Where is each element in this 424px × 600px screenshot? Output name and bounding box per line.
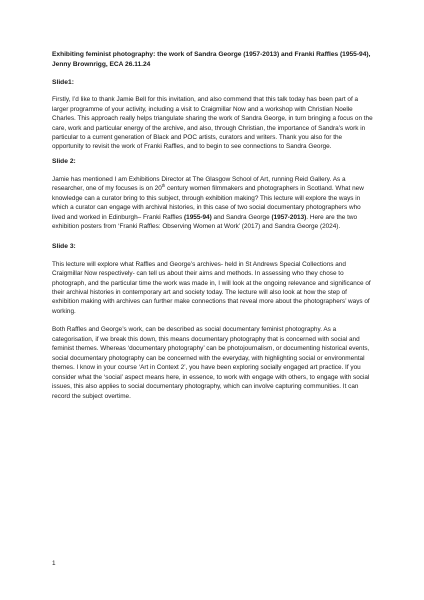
document-title: Exhibiting feminist photography: the work of Sandra George (1957-2013) and Franki Raffles (1955-94), Jenny Brownrigg, ECA 26.11.24 <box>52 51 371 68</box>
slide3-heading: Slide 3: <box>52 242 76 250</box>
slide2-bold-dates-raffles: (1955-94) <box>184 213 212 221</box>
slide1-paragraph: Firstly, I’d like to thank Jamie Bell for this invitation, and also commend that this talk today has been part of a larger programme of your activity, including a visit to Craigmillar Now and a workshop with Christian Noelle Charles. This approach really helps triangulate sharing the work of Sandra George, in turn bringing a focus on the care, work and particular energy of the archive, and also, through Christian, the importance of Sandra’s work in particular to a current generation of Black and POC artists, curators and writers. Thank you also for the opportunity to revisit the work of Franki Raffles, and to begin to see connections to Sandra George. <box>52 96 373 151</box>
slide2-paragraph <box>52 175 374 232</box>
page-content <box>52 50 374 401</box>
slide2-bold-dates-george: (1957-2013) <box>271 213 307 221</box>
slide2-heading: Slide 2: <box>52 157 76 165</box>
slide3-paragraph-1: This lecture will explore what Raffles and George’s archives- held in St Andrews Special Collections and Craigmillar Now respectively- can tell us about their aims and methods. In assessing who they chose to photograph, and the particular time the work was made in, I will look at the ongoing relevance and significance of their archival histories in contemporary art and society today. The lecture will also look at how the step of exhibition making with archives can further make connections that reveal more about the photographers’ ways of working. <box>52 260 371 315</box>
slide2-text-a: Jamie has mentioned I am Exhibitions Director at The Glasgow School of Art, running Reid Gallery. As a researcher, one of my focuses is on 20 <box>52 175 346 193</box>
slide1-heading: Slide1: <box>52 79 74 87</box>
slide3-paragraph-2: Both Raffles and George’s work, can be described as social documentary feminist photography. As a categorisation, if we break this down, this means documentary photography that is concerned with social and feminist themes. Whereas ‘documentary photography’ can be photojournalism, or documenting historical events, social documentary photography can be concerned with the everyday, with highlighting social or environmental themes. I know in your course ‘Art in Context 2’, you have been exploring socially engaged art practice. If you consider what the ‘social’ aspect means here, in essence, to work with engage with others, to engage with social issues, this also applies to social documentary photography, which can involve capturing communities. It can record the subject overtime. <box>52 326 370 400</box>
slide2-text-c: and Sandra George <box>211 213 272 221</box>
slide2-text-d: . Here are the two exhibition posters from ‘Franki Raffles: Observing Women at Work’ (2017) and Sandra George (2024). <box>52 213 358 231</box>
slide2-superscript: th <box>161 183 166 189</box>
slide2-text-b: century women filmmakers and photographers in Scotland. What new knowledge can a curator bring to this subject, through exhibition making? This lecture will explore the ways in which a curator can engage with archival histories, in this case of two social documentary photographers who lived and worked in Edinburgh– Franki Raffles <box>52 185 364 221</box>
page-number: 1 <box>52 560 56 567</box>
